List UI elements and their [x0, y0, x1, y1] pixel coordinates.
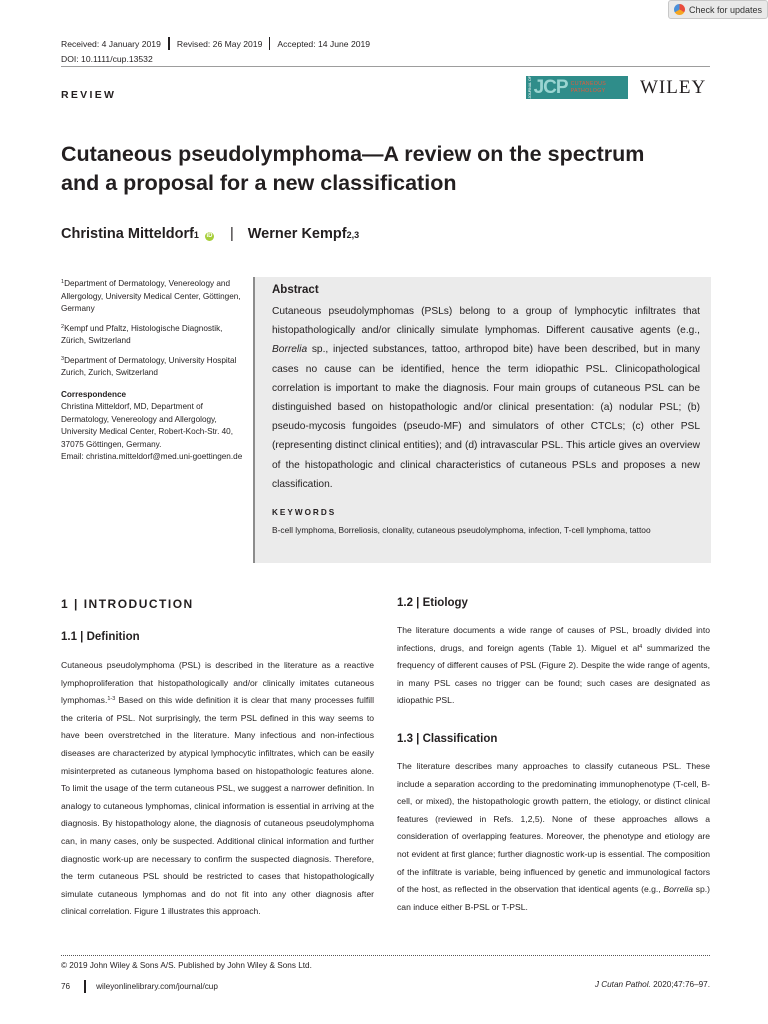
affil-sup: 1 — [61, 279, 65, 285]
affil-text: Kempf und Pfaltz, Histologische Diagnostik, Zürich, Switzerland — [61, 323, 223, 345]
abstract-part: Cutaneous pseudolymphomas (PSLs) belong to a group of lymphocytic infiltrates that histopathologically and/or clinically simulate lymphomas. Different causative agents (e.g., — [272, 306, 700, 337]
para-part: Based on this wide definition it is clear that many processes fulfill the criteria of PSL. Not surprisingly, the term PSL defined in this way seems to have been overstretched in the literature. Many infectious and non-infectious diseases are characterized by atypical lymphocytic infiltrates, which can be easily misinterpreted as cutaneous lymphoma based on histopathologic features alone. To limit the usage of the term cutaneous PSL, we suggest a narrower definition. In analogy to cutaneous lymphomas, clinical information is essential in arriving at the diagnosis. By histopathology alone, the diagnosis of cutaneous pseudolymphoma can, in many cases, only be suspected. Additional clinical information and further diagnostic work-up are necessary to confirm the suspected diagnosis. Therefore, the term cutaneous PSL should be restricted to cases that histopathologically simulate cutaneous lymphomas and do not fit into any other diagnosis after clinical correlation. Figure 1 illustrates this approach. — [61, 695, 374, 917]
citation-text: 2020;47:76–97. — [650, 980, 710, 989]
journal-logo-line1: CUTANEOUS — [570, 81, 607, 88]
journal-logo-small: JOURNAL OF — [528, 76, 532, 99]
author-separator: | — [229, 226, 234, 242]
para-italic: Borrelia — [663, 884, 693, 895]
divider — [269, 37, 270, 50]
abstract-heading: Abstract — [272, 284, 319, 296]
divider — [168, 37, 170, 50]
body-paragraph — [61, 657, 374, 921]
keywords-text: B-cell lymphoma, Borreliosis, clonality, cutaneous pseudolymphoma, infection, T-cell lymphoma, tattoo — [272, 525, 651, 535]
subsection-heading: 1.1 | Definition — [61, 631, 140, 643]
affiliation-item — [61, 353, 246, 380]
author-list — [61, 226, 359, 242]
author-name[interactable]: Werner Kempf — [247, 226, 347, 242]
citation-sup[interactable]: 1-3 — [107, 696, 116, 703]
author-name[interactable]: Christina Mitteldorf — [61, 226, 194, 242]
footer-rule — [61, 955, 710, 956]
corr-address: Christina Mitteldorf, MD, Department of Dermatology, Venereology and Allergology, University Medical Center, Robert-Koch-Str. 40, 37075 Göttingen, Germany. — [61, 402, 234, 449]
abstract-part: sp., injected substances, tattoo, arthropod bite) have been described, but in many cases no cause can be identified, hence the term idiopathic PSL. Clinicopathological correlation is important to make the diagnosis. Four main groups of cutaneous PSL can be distinguished based on histopathologic and/or clinical presentation: (a) nodular PSL; (b) pseudo-mycosis fungoides (pseudo-MF) and simulators of other CTCLs; (c) other PSL (representing distinct clinical entities); and (d) intravascular PSL. This article gives an overview of the histopathologic and clinical characteristics of cutaneous PSLs and proposes a new classification. — [272, 344, 700, 490]
copyright-notice: © 2019 John Wiley & Sons A/S. Published by John Wiley & Sons Ltd. — [61, 961, 312, 970]
corr-email[interactable]: Email: christina.mitteldorf@med.uni-goettingen.de — [61, 452, 243, 461]
check-for-updates-button[interactable] — [668, 0, 768, 19]
author-affil-sup: 1 — [193, 230, 199, 240]
correspondence-heading: Correspondence — [61, 389, 127, 399]
journal-logo — [526, 76, 628, 99]
check-updates-label: Check for updates — [689, 4, 763, 15]
page-number: 76 — [61, 982, 71, 991]
check-updates-icon — [674, 4, 685, 15]
journal-logo-big: JCP — [533, 76, 568, 98]
journal-logo-line2: PATHOLOGY — [570, 87, 606, 94]
article-dates — [61, 37, 370, 50]
body-paragraph — [397, 758, 710, 916]
header-rule — [61, 66, 710, 67]
citation-sup[interactable]: 4 — [639, 643, 643, 650]
received-date: Received: 4 January 2019 — [61, 38, 161, 49]
journal-url[interactable]: wileyonlinelibrary.com/journal/cup — [96, 982, 218, 991]
abstract-text — [272, 302, 700, 494]
affiliation-item — [61, 276, 246, 316]
affil-sup: 2 — [61, 323, 65, 330]
para-part: summarized the frequency of different causes of PSL (Figure 2). Despite the wide range of agents, in many PSL cases no trigger can be found; such cases are designated as idiopathic PSL. — [397, 642, 710, 706]
section-heading: 1 | INTRODUCTION — [61, 597, 194, 611]
affil-sup: 3 — [61, 355, 65, 362]
divider — [84, 980, 86, 993]
affiliations — [61, 276, 246, 464]
article-type: REVIEW — [61, 89, 117, 101]
author-affil-sup: 2,3 — [346, 230, 360, 240]
body-paragraph — [397, 622, 710, 710]
affil-text: Department of Dermatology, Venereology and Allergology, University Medical Center, Göttingen, Germany — [61, 279, 241, 313]
para-part: The literature documents a wide range of causes of PSL, broadly divided into infections, drugs, and foreign agents (Table 1). Miguel et al — [397, 625, 710, 653]
journal-abbrev: J Cutan Pathol. — [594, 980, 651, 989]
orcid-icon[interactable]: iD — [206, 233, 213, 239]
doi-link[interactable]: DOI: 10.1111/cup.13532 — [61, 54, 153, 64]
subsection-heading: 1.3 | Classification — [397, 733, 498, 745]
para-part: sp.) can induce either B-PSL or T-PSL. — [397, 884, 710, 912]
correspondence-text — [61, 401, 246, 464]
revised-date: Revised: 26 May 2019 — [176, 38, 263, 49]
article-title: Cutaneous pseudolymphoma—A review on the spectrum and a proposal for a new classification — [61, 142, 645, 195]
subsection-heading: 1.2 | Etiology — [397, 597, 468, 609]
abstract-italic: Borrelia — [272, 344, 308, 356]
accepted-date: Accepted: 14 June 2019 — [277, 38, 371, 49]
affiliation-item — [61, 321, 246, 348]
footer-left — [61, 980, 218, 993]
keywords-heading: KEYWORDS — [272, 508, 337, 517]
para-part: The literature describes many approaches to classify cutaneous PSL. These include a separation according to the predominating immunophenotype (T-cell, B-cell, or mixed), the histopathologic growth pattern, the etiology, or distinct clinical features (reviewed in Refs. 1,2,5). None of these approaches allows a consideration of overlapping features. Moreover, the phenotype and etiology are not evident at first glance; further diagnostic work-up is essential. The composition of the infiltrate is variable, being influenced by genetic and immunological factors of the host, as reflected in the observation that identical agents (e.g., — [397, 761, 710, 895]
publisher-logo: WILEY — [640, 77, 707, 98]
affil-text: Department of Dermatology, University Hospital Zurich, Zurich, Switzerland — [61, 355, 237, 377]
journal-citation — [595, 980, 710, 989]
para-part: Cutaneous pseudolymphoma (PSL) is described in the literature as a reactive lymphoproliferation that histopathologically and/or clinically imitates cutaneous lymphomas. — [61, 660, 374, 706]
